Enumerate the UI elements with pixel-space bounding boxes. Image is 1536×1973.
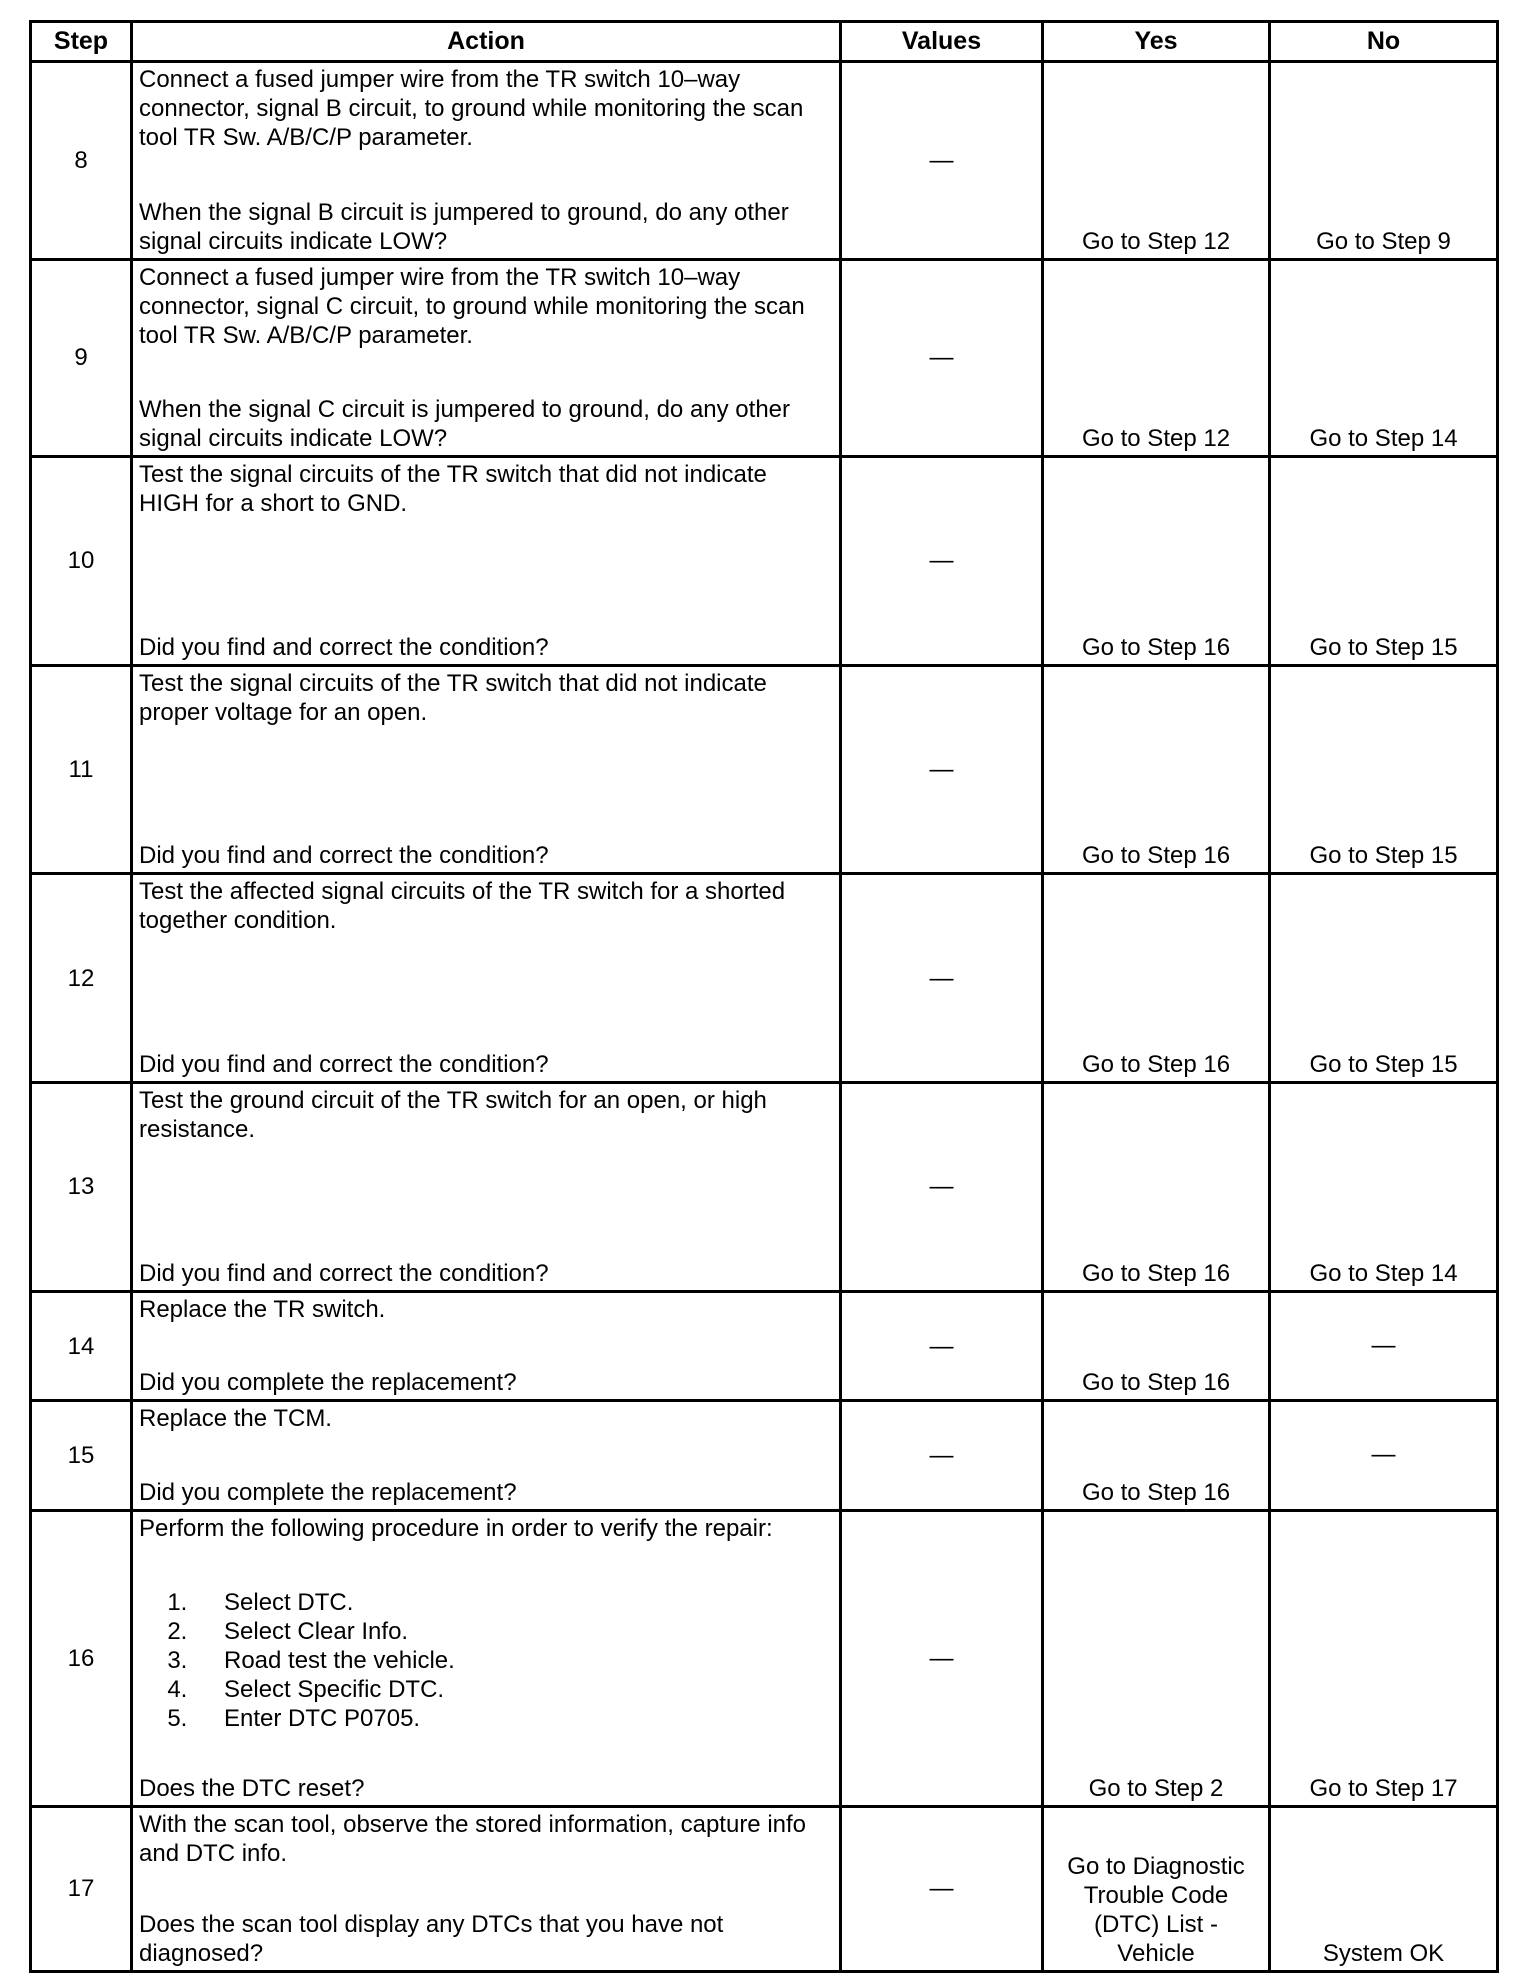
action-text: With the scan tool, observe the stored information, capture info and DTC info. bbox=[139, 1810, 807, 1867]
no-cell: Go to Step 9 bbox=[1270, 62, 1498, 260]
no-cell: — bbox=[1270, 1291, 1498, 1401]
values-cell: — bbox=[841, 62, 1043, 260]
step-number: 14 bbox=[31, 1291, 132, 1401]
table-row bbox=[31, 1291, 1498, 1401]
step-number: 8 bbox=[31, 62, 132, 260]
header-no: No bbox=[1270, 22, 1498, 62]
no-cell: Go to Step 17 bbox=[1270, 1511, 1498, 1806]
no-cell: Go to Step 14 bbox=[1270, 259, 1498, 457]
action-cell bbox=[132, 62, 841, 260]
action-cell bbox=[132, 665, 841, 874]
procedure-step: 4. Select Specific DTC. bbox=[194, 1675, 831, 1704]
table-row bbox=[31, 665, 1498, 874]
action-question: When the signal B circuit is jumpered to ground, do any other signal circuits indicate LOW? bbox=[139, 198, 789, 255]
values-cell: — bbox=[841, 874, 1043, 1083]
yes-cell: Go to Step 16 bbox=[1043, 1082, 1270, 1291]
step-number: 12 bbox=[31, 874, 132, 1083]
action-cell bbox=[132, 1511, 841, 1806]
no-cell: Go to Step 15 bbox=[1270, 457, 1498, 666]
procedure-step: 5. Enter DTC P0705. bbox=[194, 1704, 831, 1733]
action-text: Test the ground circuit of the TR switch for an open, or high resistance. bbox=[139, 1086, 767, 1143]
action-cell bbox=[132, 1082, 841, 1291]
table-row bbox=[31, 259, 1498, 457]
yes-cell: Go to Step 16 bbox=[1043, 1401, 1270, 1511]
action-text: Replace the TR switch. bbox=[139, 1295, 386, 1323]
action-question: Does the DTC reset? bbox=[139, 1774, 365, 1802]
yes-cell: Go to Step 2 bbox=[1043, 1511, 1270, 1806]
action-text: Test the signal circuits of the TR switch that did not indicate HIGH for a short to GND. bbox=[139, 461, 767, 518]
action-question: Does the scan tool display any DTCs that you have not diagnosed? bbox=[139, 1911, 724, 1967]
action-question: Did you complete the replacement? bbox=[139, 1369, 517, 1397]
action-text: Perform the following procedure in order to verify the repair: bbox=[139, 1515, 773, 1543]
action-cell bbox=[132, 874, 841, 1083]
action-text: Test the signal circuits of the TR switch that did not indicate proper voltage for an open. bbox=[139, 669, 767, 726]
step-number: 15 bbox=[31, 1401, 132, 1511]
header-action: Action bbox=[132, 22, 841, 62]
table-row bbox=[31, 1082, 1498, 1291]
table-row bbox=[31, 457, 1498, 666]
values-cell: — bbox=[841, 1291, 1043, 1401]
values-cell: — bbox=[841, 1082, 1043, 1291]
header-yes: Yes bbox=[1043, 22, 1270, 62]
no-cell: Go to Step 15 bbox=[1270, 665, 1498, 874]
values-cell: — bbox=[841, 1401, 1043, 1511]
yes-cell: Go to Step 16 bbox=[1043, 874, 1270, 1083]
table-row bbox=[31, 62, 1498, 260]
action-text: Replace the TCM. bbox=[139, 1405, 332, 1433]
action-question: Did you find and correct the condition? bbox=[139, 842, 549, 870]
action-question: Did you find and correct the condition? bbox=[139, 1259, 549, 1287]
yes-cell: Go to Step 16 bbox=[1043, 1291, 1270, 1401]
values-cell: — bbox=[841, 457, 1043, 666]
procedure-list bbox=[139, 1588, 831, 1733]
action-cell bbox=[132, 1401, 841, 1511]
no-cell: System OK bbox=[1270, 1806, 1498, 1971]
table-row bbox=[31, 1511, 1498, 1806]
action-text: Connect a fused jumper wire from the TR switch 10–way connector, signal B circuit, to ground while monitoring the scan tool TR Sw. A/B/C/P parameter. bbox=[139, 66, 804, 151]
action-cell bbox=[132, 457, 841, 666]
step-number: 16 bbox=[31, 1511, 132, 1806]
values-cell: — bbox=[841, 259, 1043, 457]
header-step: Step bbox=[31, 22, 132, 62]
yes-cell: Go to Step 16 bbox=[1043, 457, 1270, 666]
step-number: 10 bbox=[31, 457, 132, 666]
no-cell: Go to Step 15 bbox=[1270, 874, 1498, 1083]
values-cell: — bbox=[841, 665, 1043, 874]
step-number: 9 bbox=[31, 259, 132, 457]
no-cell: Go to Step 14 bbox=[1270, 1082, 1498, 1291]
action-text: Connect a fused jumper wire from the TR switch 10–way connector, signal C circuit, to ground while monitoring the scan tool TR Sw. A/B/C/P parameter. bbox=[139, 263, 805, 349]
action-question: Did you complete the replacement? bbox=[139, 1479, 517, 1507]
step-number: 17 bbox=[31, 1806, 132, 1971]
table-row bbox=[31, 1401, 1498, 1511]
values-cell: — bbox=[841, 1806, 1043, 1971]
procedure-step: 3. Road test the vehicle. bbox=[194, 1646, 831, 1675]
procedure-step: 2. Select Clear Info. bbox=[194, 1617, 831, 1646]
values-cell: — bbox=[841, 1511, 1043, 1806]
procedure-step: 1. Select DTC. bbox=[194, 1588, 831, 1617]
yes-cell-link[interactable]: Go to Diagnostic Trouble Code (DTC) List - Vehicle bbox=[1043, 1806, 1270, 1971]
action-question: When the signal C circuit is jumpered to ground, do any other signal circuits indicate LOW? bbox=[139, 396, 791, 453]
action-cell bbox=[132, 1806, 841, 1971]
action-cell bbox=[132, 259, 841, 457]
yes-cell: Go to Step 16 bbox=[1043, 665, 1270, 874]
action-question: Did you find and correct the condition? bbox=[139, 633, 549, 661]
action-cell bbox=[132, 1291, 841, 1401]
step-number: 13 bbox=[31, 1082, 132, 1291]
table-row bbox=[31, 874, 1498, 1083]
step-number: 11 bbox=[31, 665, 132, 874]
yes-cell: Go to Step 12 bbox=[1043, 62, 1270, 260]
diagnostic-table bbox=[29, 20, 1499, 1973]
action-question: Did you find and correct the condition? bbox=[139, 1050, 549, 1078]
no-cell: — bbox=[1270, 1401, 1498, 1511]
header-values: Values bbox=[841, 22, 1043, 62]
action-text: Test the affected signal circuits of the TR switch for a shorted together condition. bbox=[139, 878, 786, 935]
yes-cell: Go to Step 12 bbox=[1043, 259, 1270, 457]
header-row bbox=[31, 22, 1498, 62]
table-row bbox=[31, 1806, 1498, 1971]
